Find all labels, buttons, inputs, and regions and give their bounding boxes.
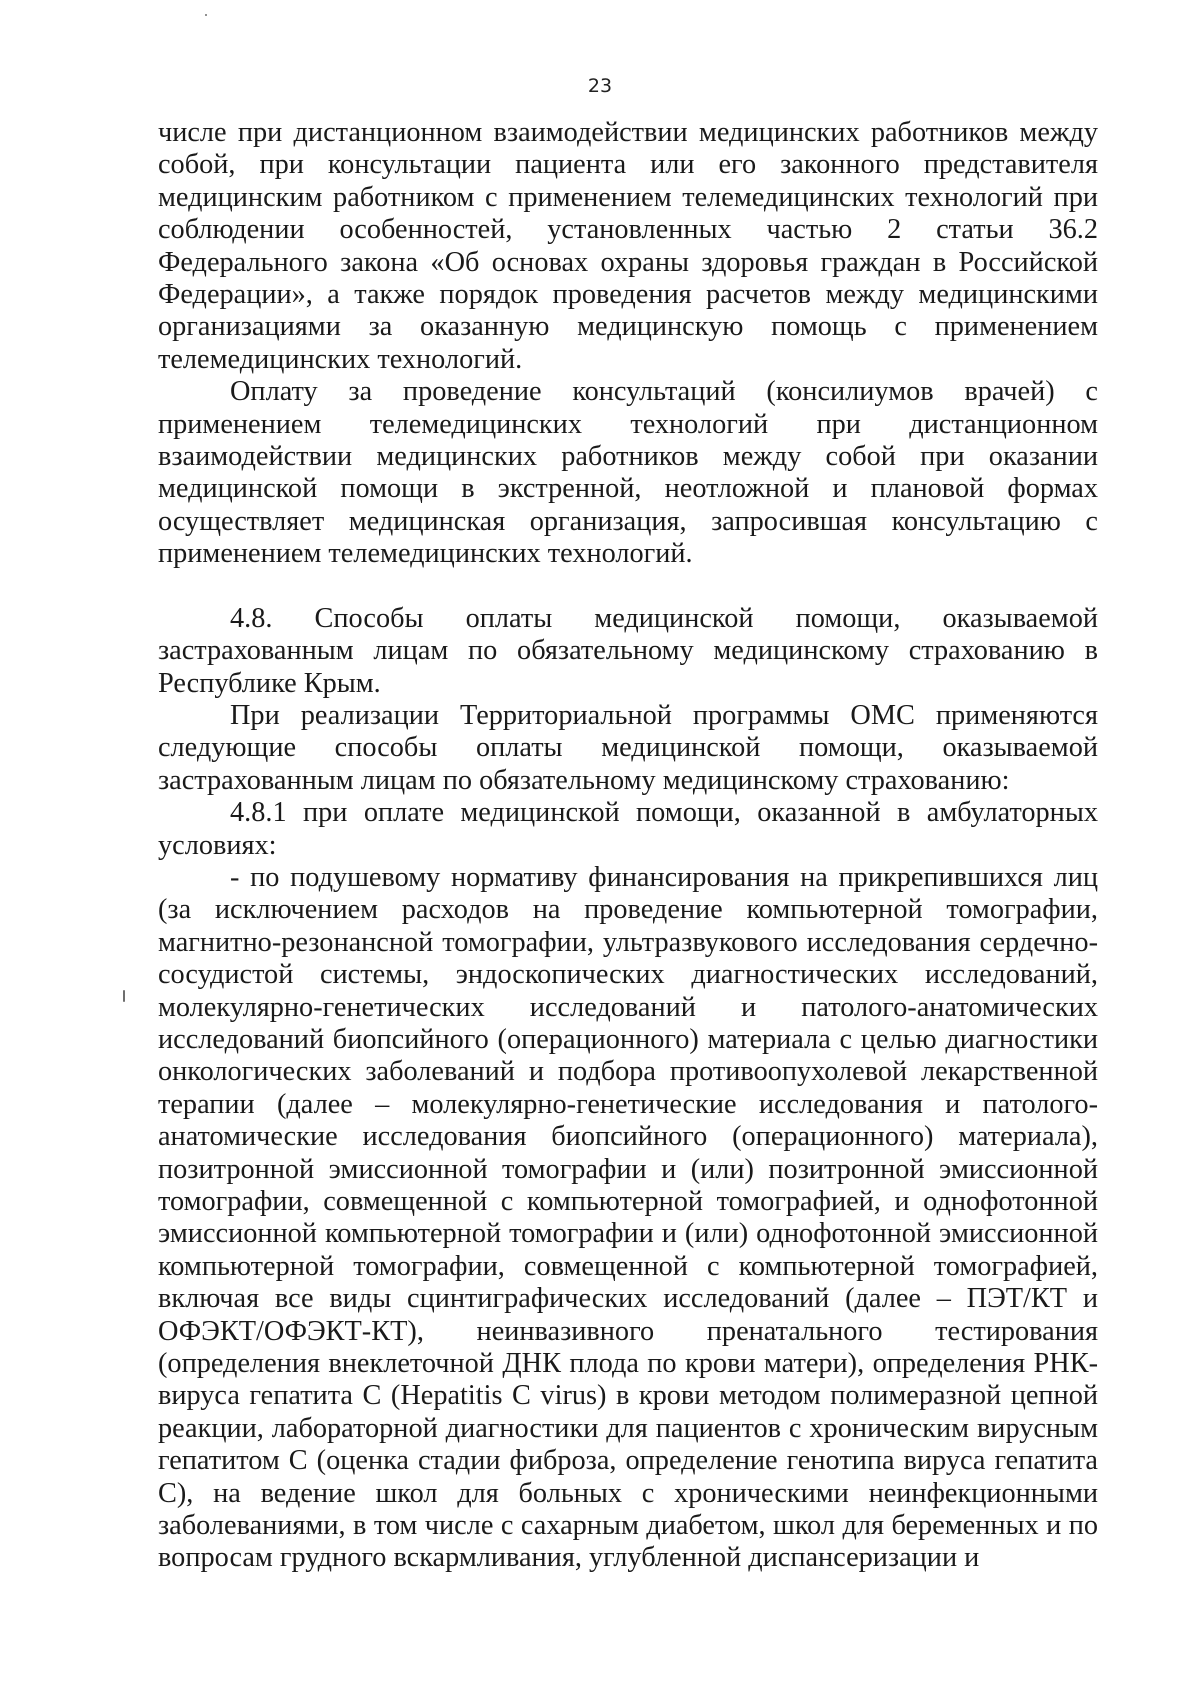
document-body [158, 117, 1098, 1575]
list-item-per-capita-financing: - по подушевому нормативу финансирования на прикрепившихся лиц (за исключением расходов на проведение компьютерной томографии, магнитно-резонансной томографии, ультразвукового исследования сердечно-сосудистой системы, эндоскопических диагностических исследований, молекулярно-генетических исследований и патолого-анатомических исследований биопсийного (операционного) материала с целью диагностики онкологических заболеваний и подбора противоопухолевой лекарственной терапии (далее – молекулярно-генетические исследования и патолого-анатомические исследования биопсийного (операционного) материала), позитронной эмиссионной томографии и (или) позитронной эмиссионной томографии, совмещенной с компьютерной томографией, и однофотонной эмиссионной компьютерной томографии и (или) однофотонной эмиссионной компьютерной томографии, совмещенной с компьютерной томографией, включая все виды сцинтиграфических исследований (далее – ПЭТ/КТ и ОФЭКТ/ОФЭКТ-КТ), неинвазивного пренатального тестирования (определения внеклеточной ДНК плода по крови матери), определения РНК-вируса гепатита С (Hepatitis C virus) в крови методом полимеразной цепной реакции, лабораторной диагностики для пациентов с хроническим вирусным гепатитом С (оценка стадии фиброза, определение генотипа вируса гепатита С), на ведение школ для больных с хроническими неинфекционными заболеваниями, в том числе с сахарным диабетом, школ для беременных и по вопросам грудного вскармливания, углубленной диспансеризации и [158, 861, 1098, 1574]
scan-speck-top [205, 14, 207, 16]
paragraph-payment-methods-intro: При реализации Территориальной программы ОМС применяются следующие способы оплаты медицинской помощи, оказываемой застрахованным лицам по обязательному медицинскому страхованию: [158, 699, 1098, 796]
paragraph-consultation-payment: Оплату за проведение консультаций (консилиумов врачей) с применением телемедицинских технологий при дистанционном взаимодействии медицинских работников между собой при оказании медицинской помощи в экстренной, неотложной и плановой формах осуществляет медицинская организация, запросившая консультацию с применением телемедицинских технологий. [158, 376, 1098, 570]
paragraph-telemedicine-continuation: числе при дистанционном взаимодействии медицинских работников между собой, при консультации пациента или его законного представителя медицинским работником с применением телемедицинских технологий при соблюдении особенностей, установленных частью 2 статьи 36.2 Федерального закона «Об основах охраны здоровья граждан в Российской Федерации», а также порядок проведения расчетов между медицинскими организациями за оказанную медицинскую помощь с применением телемедицинских технологий. [158, 117, 1098, 375]
section-heading-4-8: 4.8. Способы оплаты медицинской помощи, оказываемой застрахованным лицам по обязательному медицинскому страхованию в Республике Крым. [158, 602, 1098, 699]
subsection-4-8-1: 4.8.1 при оплате медицинской помощи, оказанной в амбулаторных условиях: [158, 797, 1098, 861]
scan-speck-margin [123, 990, 125, 1002]
paragraph-spacer [158, 571, 1098, 603]
page-number: 23 [587, 75, 613, 97]
